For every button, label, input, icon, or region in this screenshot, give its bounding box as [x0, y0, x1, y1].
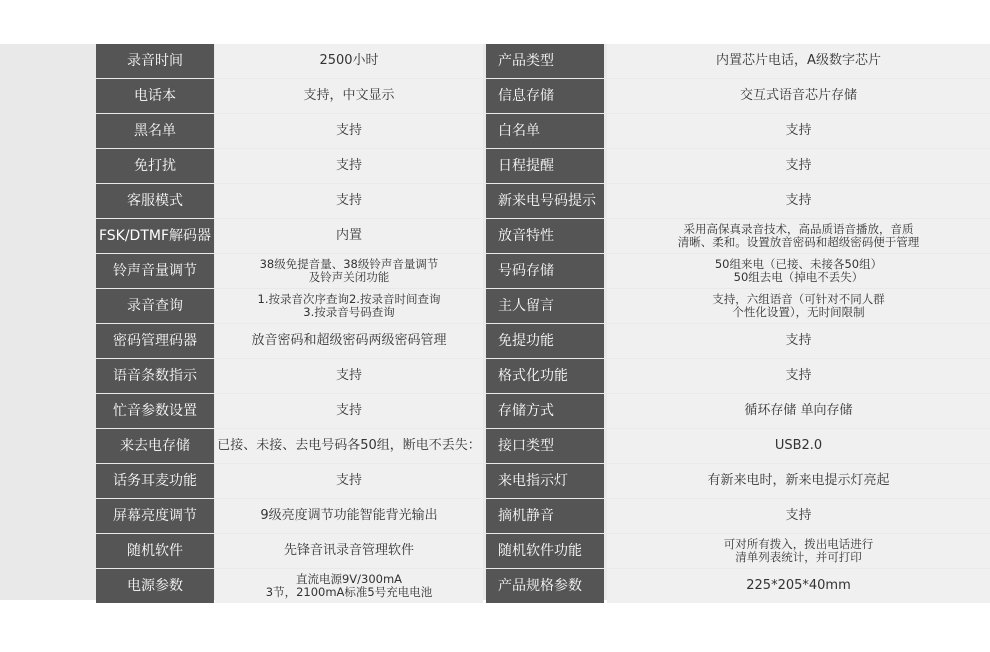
spec-value-right: 支持 — [607, 184, 990, 218]
spec-value-left: 1.按录音次序查询2.按录音时间查询 3.按录音号码查询 — [215, 289, 483, 323]
spec-label-right: 存储方式 — [486, 394, 604, 428]
spec-label-right: 日程提醒 — [486, 149, 604, 183]
table-row — [96, 534, 990, 568]
spec-value-right: 内置芯片电话，A级数字芯片 — [607, 44, 990, 78]
spec-value-left: 支持 — [215, 464, 483, 498]
table-row — [96, 499, 990, 533]
spec-label-left: 忙音参数设置 — [96, 394, 214, 428]
spec-label-right: 信息存储 — [486, 79, 604, 113]
spec-label-left: 密码管理码器 — [96, 324, 214, 358]
spec-value-left: 支持 — [215, 359, 483, 393]
spec-value-right: 支持 — [607, 499, 990, 533]
spec-label-right: 主人留言 — [486, 289, 604, 323]
spec-value-left: 放音密码和超级密码两级密码管理 — [215, 324, 483, 358]
spec-value-left: 已接、未接、去电号码各50组，断电不丢失： — [215, 429, 483, 463]
table-row — [96, 464, 990, 498]
spec-label-right: 放音特性 — [486, 219, 604, 253]
spec-value-right: 循环存储 单向存储 — [607, 394, 990, 428]
spec-label-right: 产品规格参数 — [486, 569, 604, 603]
table-row — [96, 429, 990, 463]
spec-label-right: 免提功能 — [486, 324, 604, 358]
spec-value-right: 交互式语音芯片存储 — [607, 79, 990, 113]
spec-value-right: 有新来电时，新来电提示灯亮起 — [607, 464, 990, 498]
spec-value-left: 9级亮度调节功能智能背光输出 — [215, 499, 483, 533]
spec-value-left: 直流电源9V/300mA 3节，2100mA标准5号充电电池 — [215, 569, 483, 603]
table-row — [96, 114, 990, 148]
table-row — [96, 324, 990, 358]
spec-label-left: 录音查询 — [96, 289, 214, 323]
spec-label-left: 话务耳麦功能 — [96, 464, 214, 498]
spec-value-right: 支持，六组语音（可针对不同人群 个性化设置），无时间限制 — [607, 289, 990, 323]
table-row — [96, 289, 990, 323]
table-row — [96, 44, 990, 78]
spec-label-left: 电话本 — [96, 79, 214, 113]
spec-value-left: 先锋音讯录音管理软件 — [215, 534, 483, 568]
spec-label-right: 接口类型 — [486, 429, 604, 463]
spec-label-right: 来电指示灯 — [486, 464, 604, 498]
spec-value-left: 支持 — [215, 114, 483, 148]
spec-value-right: 50组来电（已接、未接各50组） 50组去电（掉电不丢失） — [607, 254, 990, 288]
spec-value-left: 内置 — [215, 219, 483, 253]
spec-label-right: 号码存储 — [486, 254, 604, 288]
spec-value-left: 支持 — [215, 149, 483, 183]
spec-label-left: 黑名单 — [96, 114, 214, 148]
spec-value-left: 支持，中文显示 — [215, 79, 483, 113]
spec-label-right: 产品类型 — [486, 44, 604, 78]
spec-label-left: 来去电存储 — [96, 429, 214, 463]
table-row — [96, 219, 990, 253]
spec-label-right: 新来电号码提示 — [486, 184, 604, 218]
spec-value-left: 支持 — [215, 184, 483, 218]
spec-label-right: 摘机静音 — [486, 499, 604, 533]
spec-value-right: 支持 — [607, 359, 990, 393]
table-row — [96, 254, 990, 288]
spec-value-right: 支持 — [607, 324, 990, 358]
spec-value-right: 采用高保真录音技术，高品质语音播放，音质 清晰、柔和。设置放音密码和超级密码便于管理 — [607, 219, 990, 253]
spec-value-right: USB2.0 — [607, 429, 990, 463]
table-row — [96, 79, 990, 113]
spec-value-right: 支持 — [607, 114, 990, 148]
spec-table — [96, 44, 990, 604]
table-row — [96, 149, 990, 183]
table-row — [96, 184, 990, 218]
spec-label-left: 屏幕亮度调节 — [96, 499, 214, 533]
spec-label-left: 客服模式 — [96, 184, 214, 218]
spec-label-left: 免打扰 — [96, 149, 214, 183]
spec-value-right: 225*205*40mm — [607, 569, 990, 603]
spec-label-left: 电源参数 — [96, 569, 214, 603]
spec-label-left: 录音时间 — [96, 44, 214, 78]
spec-value-right: 支持 — [607, 149, 990, 183]
spec-label-right: 随机软件功能 — [486, 534, 604, 568]
table-row — [96, 569, 990, 603]
spec-value-left: 2500小时 — [215, 44, 483, 78]
spec-value-left: 支持 — [215, 394, 483, 428]
table-row — [96, 394, 990, 428]
spec-label-left: 随机软件 — [96, 534, 214, 568]
spec-value-left: 38级免提音量、38级铃声音量调节 及铃声关闭功能 — [215, 254, 483, 288]
spec-value-right: 可对所有拨入，拨出电话进行 清单列表统计，并可打印 — [607, 534, 990, 568]
spec-label-left: 语音条数指示 — [96, 359, 214, 393]
table-row — [96, 359, 990, 393]
spec-label-left: FSK/DTMF解码器 — [96, 219, 214, 253]
spec-label-right: 白名单 — [486, 114, 604, 148]
spec-label-left: 铃声音量调节 — [96, 254, 214, 288]
spec-label-right: 格式化功能 — [486, 359, 604, 393]
